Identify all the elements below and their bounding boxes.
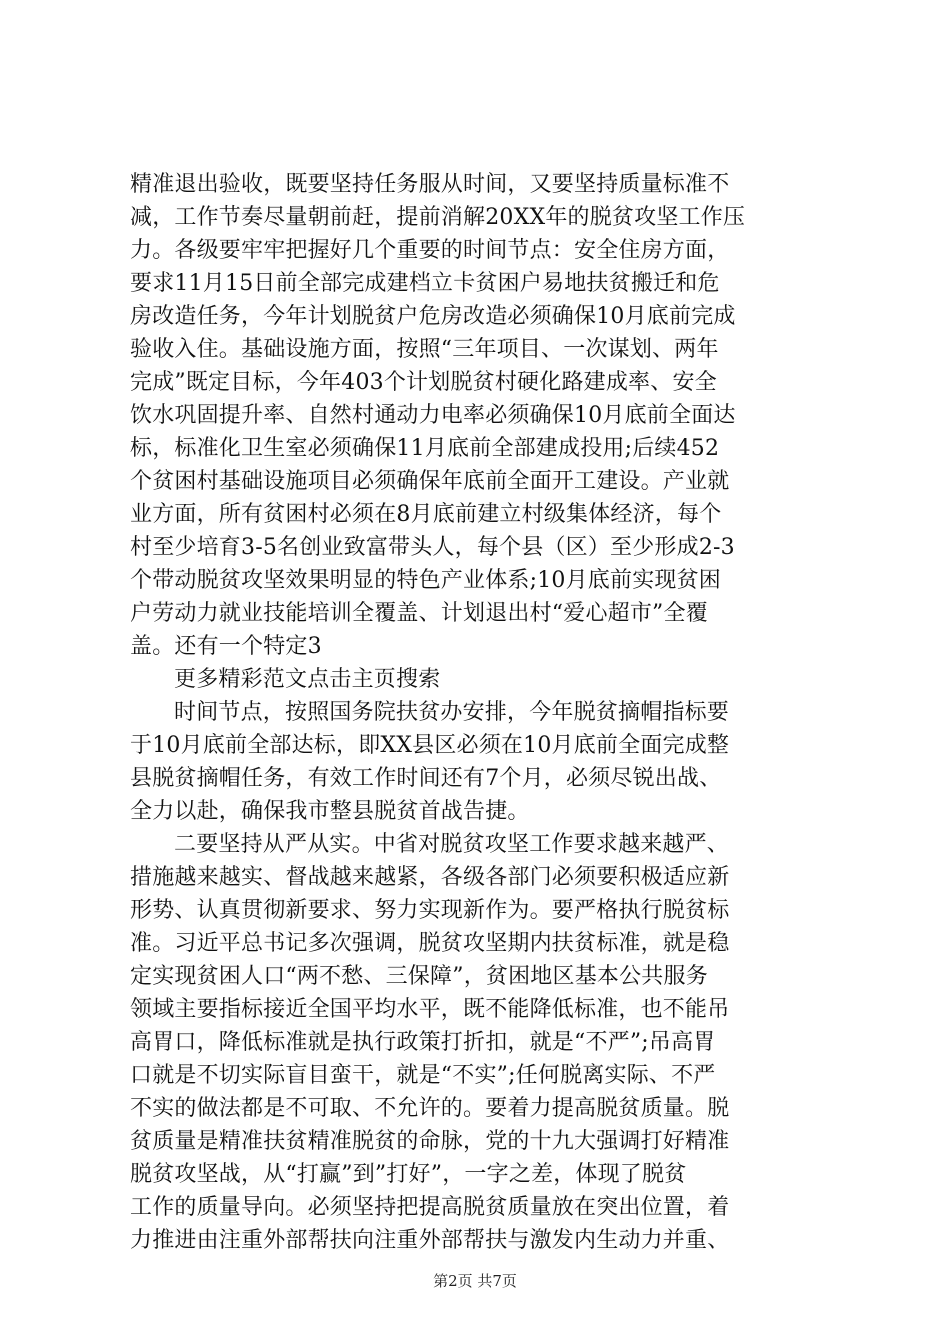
text-line: 不实的做法都是不可取、不允许的。要着力提高脱贫质量。脱 <box>130 1096 730 1121</box>
page-footer: 第2页 共7页 <box>433 1272 517 1290</box>
text-line: 全力以赴，确保我市整县脱贫首战告捷。 <box>130 799 530 824</box>
text-line: 时间节点，按照国务院扶贫办安排，今年脱贫摘帽指标要 <box>174 700 730 725</box>
text-line: 口就是不切实际盲目蛮干，就是“不实”;任何脱离实际、不严 <box>130 1063 716 1088</box>
text-line: 精准退出验收，既要坚持任务服从时间，又要坚持质量标准不 <box>130 172 730 197</box>
text-line: 力推进由注重外部帮扶向注重外部帮扶与激发内生动力并重、 <box>130 1228 730 1253</box>
text-line: 工作的质量导向。必须坚持把提高脱贫质量放在突出位置，着 <box>130 1195 730 1220</box>
text-line: 领域主要指标接近全国平均水平，既不能降低标准，也不能吊 <box>130 997 730 1022</box>
text-line: 验收入住。基础设施方面，按照“三年项目、一次谋划、两年 <box>130 337 719 362</box>
text-line: 脱贫攻坚战，从“打赢”到”打好”，一字之差，体现了脱贫 <box>130 1162 687 1187</box>
text-line: 二要坚持从严从实。中省对脱贫攻坚工作要求越来越严、 <box>174 832 730 857</box>
text-line: 准。习近平总书记多次强调，脱贫攻坚期内扶贫标准，就是稳 <box>130 931 730 956</box>
text-line: 要求11月15日前全部完成建档立卡贫困户易地扶贫搬迁和危 <box>130 271 720 296</box>
text-line: 定实现贫困人口“两不愁、三保障”，贫困地区基本公共服务 <box>130 964 708 989</box>
text-line: 力。各级要牢牢把握好几个重要的时间节点：安全住房方面， <box>130 238 730 263</box>
text-line: 形势、认真贯彻新要求、努力实现新作为。要严格执行脱贫标 <box>130 898 730 923</box>
text-line: 高胃口，降低标准就是执行政策打折扣，就是“不严”;吊高胃 <box>130 1030 716 1055</box>
text-line: 措施越来越实、督战越来越紧，各级各部门必须要积极适应新 <box>130 865 730 890</box>
text-line: 完成”既定目标，今年403个计划脱贫村硬化路建成率、安全 <box>130 370 717 395</box>
text-line: 盖。还有一个特定3 <box>130 634 322 659</box>
text-line: 村至少培育3-5名创业致富带头人，每个县（区）至少形成2-3 <box>130 535 735 560</box>
text-line: 饮水巩固提升率、自然村通动力电率必须确保10月底前全面达 <box>130 403 736 428</box>
text-line: 个带动脱贫攻坚效果明显的特色产业体系;10月底前实现贫困 <box>130 568 722 593</box>
text-line: 个贫困村基础设施项目必须确保年底前全面开工建设。产业就 <box>130 469 730 494</box>
text-line: 业方面，所有贫困村必须在8月底前建立村级集体经济，每个 <box>130 502 722 527</box>
text-line: 县脱贫摘帽任务，有效工作时间还有7个月，必须尽锐出战、 <box>130 766 722 791</box>
text-line: 减，工作节奏尽量朝前赶，提前消解20XX年的脱贫攻坚工作压 <box>130 205 746 230</box>
text-line: 户劳动力就业技能培训全覆盖、计划退出村“爱心超市”全覆 <box>130 601 708 626</box>
text-line: 标，标准化卫生室必须确保11月底前全部建成投用;后续452 <box>130 436 720 461</box>
text-line: 房改造任务，今年计划脱贫户危房改造必须确保10月底前完成 <box>130 304 736 329</box>
text-line: 贫质量是精准扶贫精准脱贫的命脉，党的十九大强调打好精准 <box>130 1129 730 1154</box>
text-line: 于10月底前全部达标，即XX县区必须在10月底前全面完成整 <box>130 733 730 758</box>
text-line: 更多精彩范文点击主页搜索 <box>174 667 441 692</box>
document-body <box>130 168 820 1257</box>
